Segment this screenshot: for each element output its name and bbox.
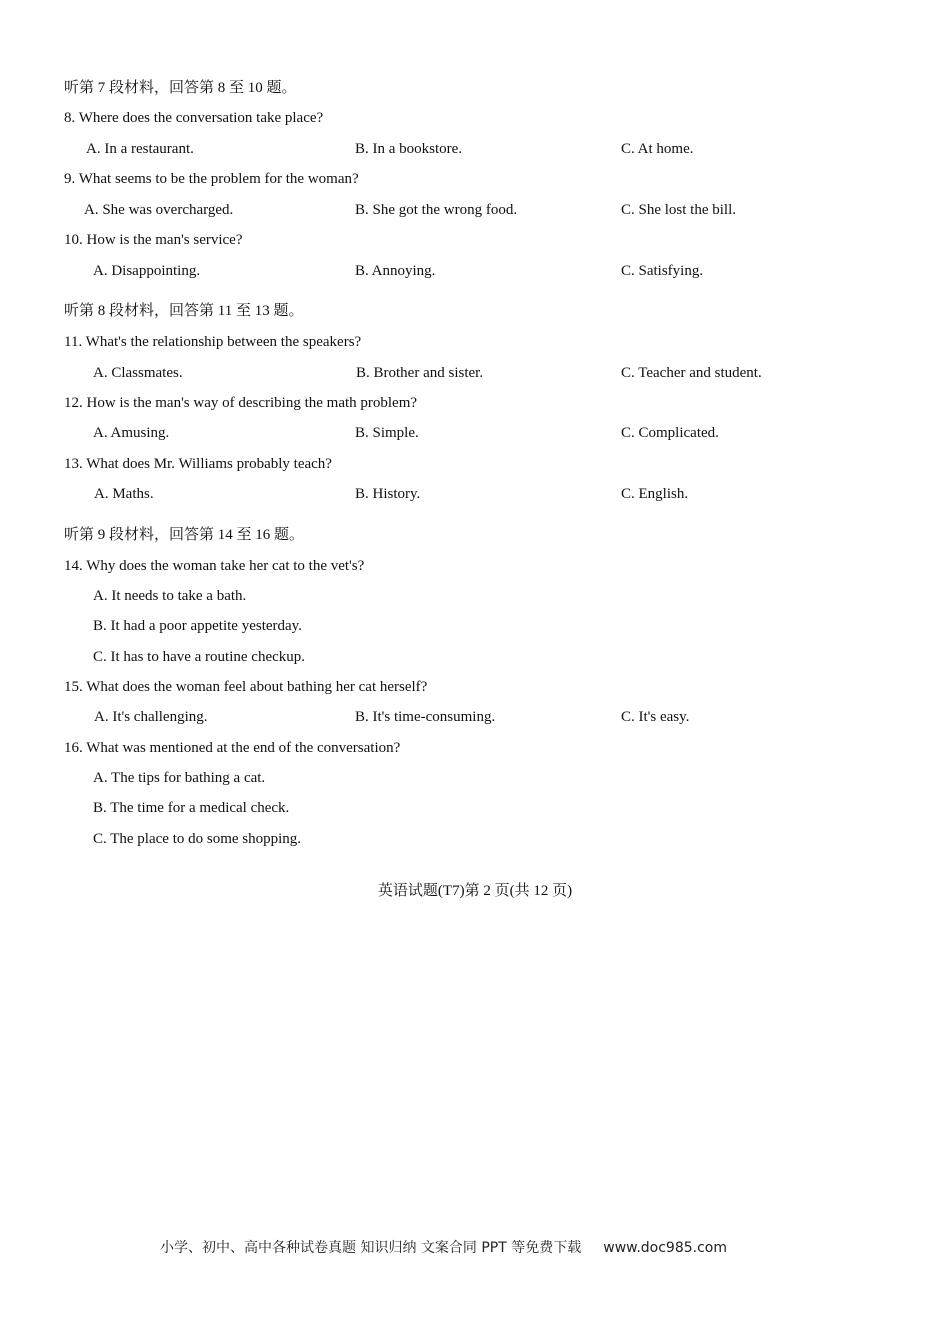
option-a: A. Maths. xyxy=(94,486,154,502)
option-c: C. Satisfying. xyxy=(621,263,704,279)
option-b: B. The time for a medical check. xyxy=(93,800,290,816)
question-text: 8. Where does the conversation take place? xyxy=(64,110,324,126)
option-c: C. She lost the bill. xyxy=(621,202,737,218)
section-header: 听第 7 段材料，回答第 8 至 10 题。 xyxy=(64,80,297,96)
option-b: B. Annoying. xyxy=(355,263,436,279)
question-text: 14. Why does the woman take her cat to the vet's? xyxy=(64,558,365,574)
option-b: B. Simple. xyxy=(355,425,419,441)
option-a: A. It needs to take a bath. xyxy=(93,588,247,604)
option-c: C. It's easy. xyxy=(621,709,690,725)
option-a: A. The tips for bathing a cat. xyxy=(93,770,266,786)
option-a: A. In a restaurant. xyxy=(86,141,194,157)
download-ad-footer xyxy=(160,1238,727,1258)
page-number-footer: 英语试题(T7)第 2 页(共 12 页) xyxy=(377,883,573,899)
option-a: A. She was overcharged. xyxy=(84,202,234,218)
question-text: 15. What does the woman feel about bathing her cat herself? xyxy=(64,679,428,695)
question-text: 16. What was mentioned at the end of the conversation? xyxy=(64,740,401,756)
option-c: C. It has to have a routine checkup. xyxy=(93,649,306,665)
question-text: 12. How is the man's way of describing the math problem? xyxy=(64,395,418,411)
option-b: B. It had a poor appetite yesterday. xyxy=(93,618,302,634)
question-text: 11. What's the relationship between the speakers? xyxy=(64,334,362,350)
question-text: 9. What seems to be the problem for the woman? xyxy=(64,171,359,187)
option-b: B. Brother and sister. xyxy=(356,365,484,381)
option-b: B. History. xyxy=(355,486,421,502)
option-c: C. Complicated. xyxy=(621,425,719,441)
option-a: A. Disappointing. xyxy=(93,263,201,279)
option-b: B. It's time-consuming. xyxy=(355,709,496,725)
section-header: 听第 8 段材料，回答第 11 至 13 题。 xyxy=(64,303,304,319)
option-b: B. In a bookstore. xyxy=(355,141,463,157)
option-a: A. It's challenging. xyxy=(94,709,208,725)
option-a: A. Amusing. xyxy=(93,425,170,441)
question-text: 13. What does Mr. Williams probably teach? xyxy=(64,456,332,472)
option-c: C. Teacher and student. xyxy=(621,365,762,381)
ad-site-link[interactable]: www.doc985.com xyxy=(603,1240,727,1256)
option-a: A. Classmates. xyxy=(93,365,183,381)
question-text: 10. How is the man's service? xyxy=(64,232,243,248)
section-header: 听第 9 段材料，回答第 14 至 16 题。 xyxy=(64,527,305,543)
ad-text: 小学、初中、高中各种试卷真题 知识归纳 文案合同 PPT 等免费下载 xyxy=(160,1240,582,1256)
option-c: C. The place to do some shopping. xyxy=(93,831,302,847)
option-b: B. She got the wrong food. xyxy=(355,202,518,218)
option-c: C. English. xyxy=(621,486,689,502)
option-c: C. At home. xyxy=(621,141,694,157)
